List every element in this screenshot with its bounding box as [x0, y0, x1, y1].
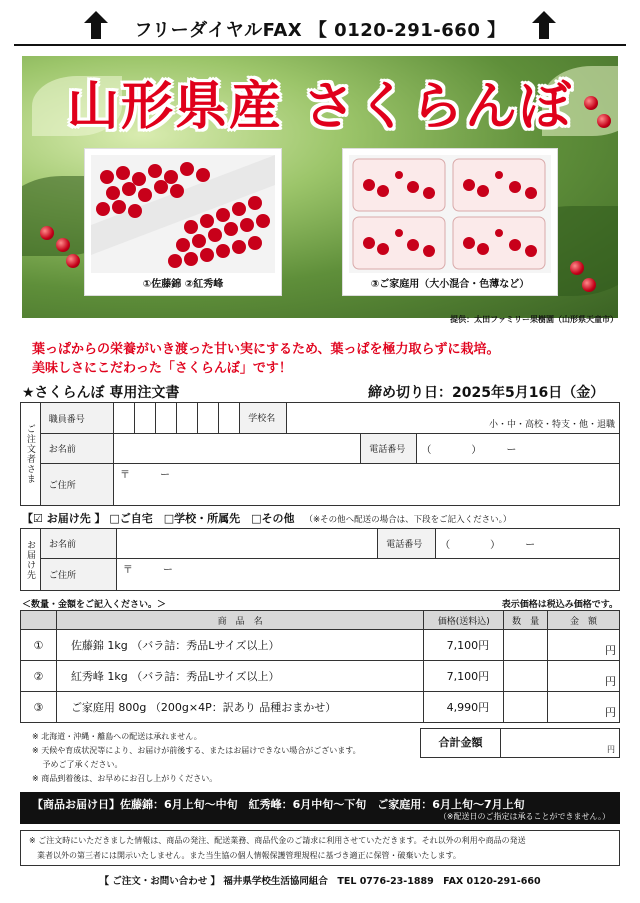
orderer-address-label: ご住所 [40, 464, 113, 506]
orderer-phone-label: 電話番号 [361, 434, 417, 464]
total-yen-unit: 円 [607, 745, 615, 754]
delivery-address-field[interactable] [116, 559, 619, 591]
product-row [21, 692, 620, 723]
photo-credit: 提供：太田ファミリー果樹園（山形県天童市） [450, 315, 618, 324]
delivery-destination-options[interactable] [22, 510, 511, 526]
orderer-section-label: ご注文者さま [21, 403, 41, 506]
school-type-options: 小・中・高校・特支・他・退職 [488, 420, 615, 430]
privacy-line: ※ ご注文時にいただきました情報は、商品の発注、配送業務、商品代金のご請求に利用させていただきます。それ以外の利用や商品の発送 [29, 836, 526, 845]
lead-line-1: 葉っぱからの栄養がいき渡った甘い実にするため、葉っぱを極力取らずに栽培。 [32, 342, 500, 357]
product-name: 佐藤錦 1kg （バラ詰：秀品Lサイズ以上） [56, 630, 423, 661]
staff-number-digit-5[interactable] [198, 403, 219, 434]
staff-number-digit-1[interactable] [114, 403, 135, 434]
amount-field[interactable]: 円 [548, 661, 620, 692]
order-deadline: 締め切り日：2025年5月16日（金） [368, 385, 605, 401]
quantity-field[interactable] [504, 692, 548, 723]
lead-line-2: 美味しさにこだわった「さくらんぼ」です！ [32, 361, 292, 376]
note-line: 予めご了承ください。 [32, 760, 123, 769]
total-amount-box[interactable] [420, 728, 620, 758]
delivery-name-label: お名前 [40, 529, 116, 559]
delivery-phone-label: 電話番号 [378, 529, 436, 559]
total-amount-label: 合計金額 [421, 729, 501, 757]
product-name-header: 商 品 名 [56, 611, 423, 630]
delivery-postal-code: 〒 ー [122, 565, 173, 576]
product-price: 7,100円 [424, 630, 504, 661]
fax-header [0, 8, 640, 44]
product-name: 紅秀峰 1kg （バラ詰：秀品Lサイズ以上） [56, 661, 423, 692]
no-column-header [21, 611, 57, 630]
orderer-name-field[interactable] [114, 434, 361, 464]
delivery-table [20, 528, 620, 591]
quantity-instruction: ＜数量・金額をご記入ください。＞ [22, 600, 167, 610]
staff-number-digit-3[interactable] [156, 403, 177, 434]
product-price: 4,990円 [424, 692, 504, 723]
note-line: ※ 北海道・沖縄・離島への配送は承れません。 [32, 732, 202, 741]
school-name-field[interactable] [286, 403, 619, 434]
quantity-field[interactable] [504, 630, 548, 661]
row-number: ② [21, 661, 57, 692]
header-rule [14, 44, 626, 46]
product-row [21, 661, 620, 692]
photo2-caption: ③ご家庭用（大小混合・色薄など） [370, 279, 530, 290]
delivery-section-label: お届け先 [21, 529, 41, 591]
hero-banner [22, 56, 618, 318]
delivery-note: （※その他へ配送の場合は、下段をご記入ください。） [304, 515, 512, 525]
cherries-box-photo [91, 155, 275, 273]
orderer-postal-code: 〒 ー [120, 470, 171, 481]
staff-number-digit-2[interactable] [135, 403, 156, 434]
staff-number-label: 職員番号 [40, 403, 113, 434]
staff-number-digit-6[interactable] [219, 403, 240, 434]
product-price: 7,100円 [424, 661, 504, 692]
fax-number-title: フリーダイヤルFAX 【 0120-291-660 】 [134, 20, 506, 41]
privacy-notice [20, 830, 620, 866]
delivery-dates-bar [20, 792, 620, 824]
row-number: ③ [21, 692, 57, 723]
amount-header: 金 額 [548, 611, 620, 630]
delivery-name-field[interactable] [116, 529, 377, 559]
note-line: ※ 天候や育成状況等により、お届けが前後する、またはお届けできない場合がございます。 [32, 746, 361, 755]
price-header: 価格(送料込) [424, 611, 504, 630]
product-table [20, 610, 620, 723]
order-form-title: ★さくらんぼ 専用注文書 [22, 385, 180, 401]
photo1-caption: ①佐藤錦 ②紅秀峰 [142, 279, 224, 290]
tax-included-note: 表示価格は税込み価格です。 [501, 600, 618, 610]
orderer-name-label: お名前 [40, 434, 113, 464]
amount-field[interactable]: 円 [548, 692, 620, 723]
up-arrow-icon [532, 11, 556, 39]
row-number: ① [21, 630, 57, 661]
school-name-label: 学校名 [240, 403, 287, 434]
delivery-date-note: （※配送日のご指定は承ることができません。） [438, 812, 610, 821]
hero-title: 山形県産 さくらんぼ [66, 77, 574, 137]
privacy-line: 業者以外の第三者には開示いたしません。また当生協の個人情報保護管理規程に基づき適正に保管・破棄いたします。 [29, 851, 461, 860]
delivery-dates: 【商品お届け日】佐藤錦：6月上旬〜中旬 紅秀峰：6月中旬〜下旬 ご家庭用：6月上旬〜7月上旬 [32, 798, 525, 811]
quantity-field[interactable] [504, 661, 548, 692]
shipping-notes [32, 730, 412, 786]
contact-info: 【 ご注文・お問い合わせ 】 福井県学校生活協同組合 TEL 0776-23-1889 FAX 0120-291-660 [99, 876, 541, 887]
delivery-phone-field[interactable]: （ ） ー [436, 529, 620, 559]
delivery-address-label: ご住所 [40, 559, 116, 591]
product-name: ご家庭用 800g （200g×4P：訳あり 品種おまかせ） [56, 692, 423, 723]
product-row [21, 630, 620, 661]
delivery-heading: 【☑ お届け先 】 □ご自宅 □学校・所属先 □その他 [22, 512, 295, 525]
amount-field[interactable]: 円 [548, 630, 620, 661]
orderer-table [20, 402, 620, 506]
orderer-address-field[interactable] [114, 464, 620, 506]
photo-card-sato-benishuho [84, 148, 282, 296]
note-line: ※ 商品到着後は、お早めにお召し上がりください。 [32, 774, 218, 783]
quantity-header: 数 量 [504, 611, 548, 630]
staff-number-digit-4[interactable] [177, 403, 198, 434]
cherry-packs-photo [349, 155, 551, 273]
photo-card-home-use [342, 148, 558, 296]
orderer-phone-field[interactable]: （ ） ー [417, 434, 620, 464]
